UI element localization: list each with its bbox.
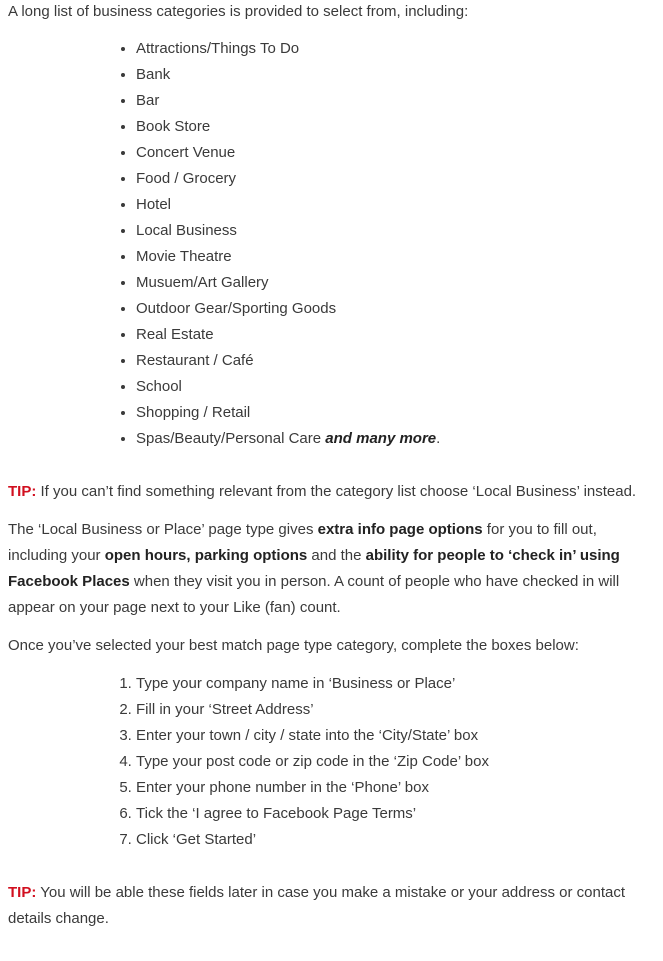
list-item: • Bar: [136, 88, 657, 114]
place-type-paragraph: [8, 517, 657, 621]
list-item: • Real Estate: [136, 322, 657, 348]
and-many-more-text: and many more: [325, 430, 437, 447]
steps-list: [8, 671, 657, 853]
bold-text: ability for people to ‘check in’ using Facebook Places: [8, 547, 620, 590]
tip-paragraph: [8, 880, 657, 932]
list-item: • Outdoor Gear/Sporting Goods: [136, 296, 657, 322]
bold-text: extra info page options: [317, 521, 483, 538]
list-item: • Local Business: [136, 218, 657, 244]
list-item: 2. Fill in your ‘Street Address’: [136, 697, 657, 723]
list-item: • Musuem/Art Gallery: [136, 270, 657, 296]
list-item-last: [136, 426, 657, 452]
body-text: for you to fill out, including your: [8, 521, 597, 564]
list-item: 3. Enter your town / city / state into the ‘City/State’ box: [136, 723, 657, 749]
list-item: 1. Type your company name in ‘Business or Place’: [136, 671, 657, 697]
list-item: • Restaurant / Café: [136, 348, 657, 374]
tip-text: If you can’t find something relevant from the category list choose ‘Local Business’ instead.: [36, 483, 637, 500]
body-text: The ‘Local Business or Place’ page type gives: [8, 521, 318, 538]
body-text: when they visit you in person. A count of people who have checked in will appear on your page next to your Like (fan) count.: [8, 573, 620, 616]
list-item: • Attractions/Things To Do: [136, 36, 657, 62]
list-item: • Hotel: [136, 192, 657, 218]
list-item: • Book Store: [136, 114, 657, 140]
list-item: • Shopping / Retail: [136, 400, 657, 426]
list-item: • Concert Venue: [136, 140, 657, 166]
instructions-paragraph: Once you’ve selected your best match page type category, complete the boxes below:: [8, 637, 579, 654]
list-end-period: .: [436, 430, 441, 447]
body-text: and the: [307, 547, 366, 564]
bold-text: open hours, parking options: [104, 547, 308, 564]
list-item: 6. Tick the ‘I agree to Facebook Page Terms’: [136, 801, 657, 827]
list-item: • Food / Grocery: [136, 166, 657, 192]
list-item: • Movie Theatre: [136, 244, 657, 270]
list-item: • School: [136, 374, 657, 400]
list-item: 7. Click ‘Get Started’: [136, 827, 657, 853]
tip-paragraph: [8, 479, 657, 505]
tip-label: TIP:: [8, 483, 37, 500]
category-list: [8, 36, 657, 452]
intro-paragraph: A long list of business categories is provided to select from, including:: [8, 3, 469, 20]
list-item: • Bank: [136, 62, 657, 88]
list-item: 5. Enter your phone number in the ‘Phone’ box: [136, 775, 657, 801]
tip-label: TIP:: [8, 884, 37, 901]
list-item-text: Spas/Beauty/Personal Care: [136, 430, 322, 447]
list-item: 4. Type your post code or zip code in the ‘Zip Code’ box: [136, 749, 657, 775]
tip-text: You will be able these fields later in case you make a mistake or your address or contact details change.: [8, 884, 625, 927]
